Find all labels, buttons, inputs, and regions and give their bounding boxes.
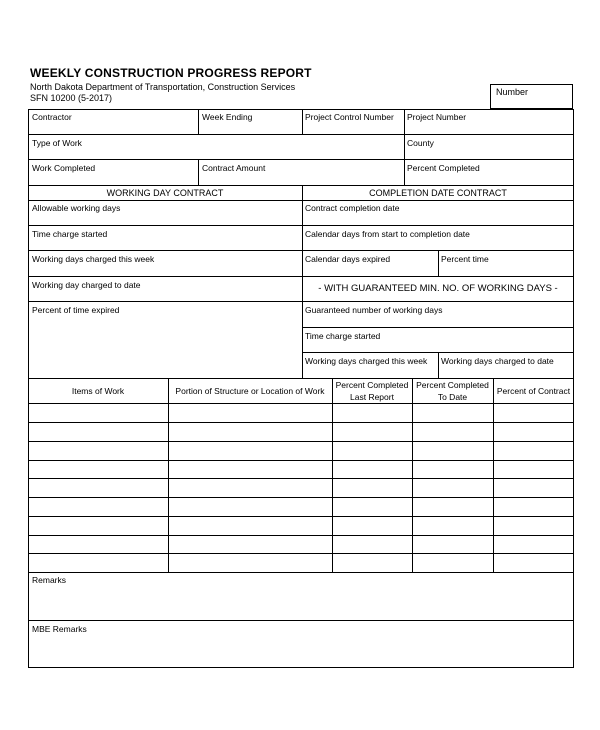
col-header-percent-of-contract: Percent of Contract <box>496 386 571 396</box>
col-divider <box>438 352 439 378</box>
contract-amount-label: Contract Amount <box>202 163 266 173</box>
row-divider <box>28 200 574 201</box>
table-col-line <box>168 378 169 572</box>
row-divider <box>28 620 574 621</box>
col-divider <box>438 250 439 276</box>
percent-completed-label: Percent Completed <box>407 163 480 173</box>
percent-time-label: Percent time <box>441 254 489 264</box>
row-divider <box>28 159 574 160</box>
form-number: SFN 10200 (5-2017) <box>30 93 113 103</box>
form-title: WEEKLY CONSTRUCTION PROGRESS REPORT <box>30 66 312 80</box>
working-days-charged-this-week-label: Working days charged this week <box>32 254 155 264</box>
number-field[interactable] <box>490 84 573 109</box>
row-divider <box>28 185 574 186</box>
guaranteed-working-days-heading: - WITH GUARANTEED MIN. NO. OF WORKING DAYS - <box>318 283 558 294</box>
col-divider <box>198 109 199 134</box>
time-charge-started-label: Time charge started <box>32 229 108 239</box>
guaranteed-number-working-days-label: Guaranteed number of working days <box>305 305 443 315</box>
type-of-work-label: Type of Work <box>32 138 82 148</box>
contractor-label: Contractor <box>32 112 72 122</box>
col-header-percent-to-date-line1: Percent Completed <box>416 380 489 390</box>
col-divider <box>198 159 199 185</box>
percent-time-expired-label: Percent of time expired <box>32 305 120 315</box>
work-completed-label: Work Completed <box>32 163 96 173</box>
week-ending-label: Week Ending <box>202 112 253 122</box>
table-col-line <box>412 378 413 572</box>
remarks-label: Remarks <box>32 575 67 585</box>
project-number-label: Project Number <box>407 112 467 122</box>
completion-days-charged-this-week-label: Working days charged this week <box>305 356 428 366</box>
col-divider <box>404 109 405 185</box>
row-divider <box>28 134 574 135</box>
project-control-number-label: Project Control Number <box>305 112 394 122</box>
department-name: North Dakota Department of Transportation, Construction Services <box>30 82 296 92</box>
table-col-line <box>493 378 494 572</box>
completion-date-contract-heading: COMPLETION DATE CONTRACT <box>369 188 507 198</box>
completion-time-charge-started-label: Time charge started <box>305 331 381 341</box>
col-divider <box>302 185 303 378</box>
row-divider <box>28 301 574 302</box>
row-divider <box>28 276 574 277</box>
contract-completion-date-label: Contract completion date <box>305 203 400 213</box>
working-day-charged-to-date-label: Working day charged to date <box>32 280 141 290</box>
calendar-days-start-to-completion-label: Calendar days from start to completion date <box>305 229 470 239</box>
col-header-portion-location: Portion of Structure or Location of Work <box>175 386 325 396</box>
row-divider <box>28 225 574 226</box>
col-header-percent-last-report-line1: Percent Completed <box>335 380 409 390</box>
table-row-line <box>28 572 574 573</box>
row-divider <box>302 327 574 328</box>
mbe-remarks-label: MBE Remarks <box>32 624 87 634</box>
table-col-line <box>332 378 333 572</box>
col-header-percent-last-report-line2: Last Report <box>350 392 394 402</box>
number-label: Number <box>496 87 529 97</box>
col-divider <box>302 109 303 134</box>
working-day-contract-heading: WORKING DAY CONTRACT <box>106 188 224 198</box>
county-label: County <box>407 138 434 148</box>
row-divider <box>28 250 574 251</box>
completion-days-charged-to-date-label: Working days charged to date <box>441 356 554 366</box>
allowable-working-days-label: Allowable working days <box>32 203 121 213</box>
col-header-percent-to-date-line2: To Date <box>437 392 468 402</box>
calendar-days-expired-label: Calendar days expired <box>305 254 391 264</box>
col-header-items-of-work: Items of Work <box>71 386 125 396</box>
